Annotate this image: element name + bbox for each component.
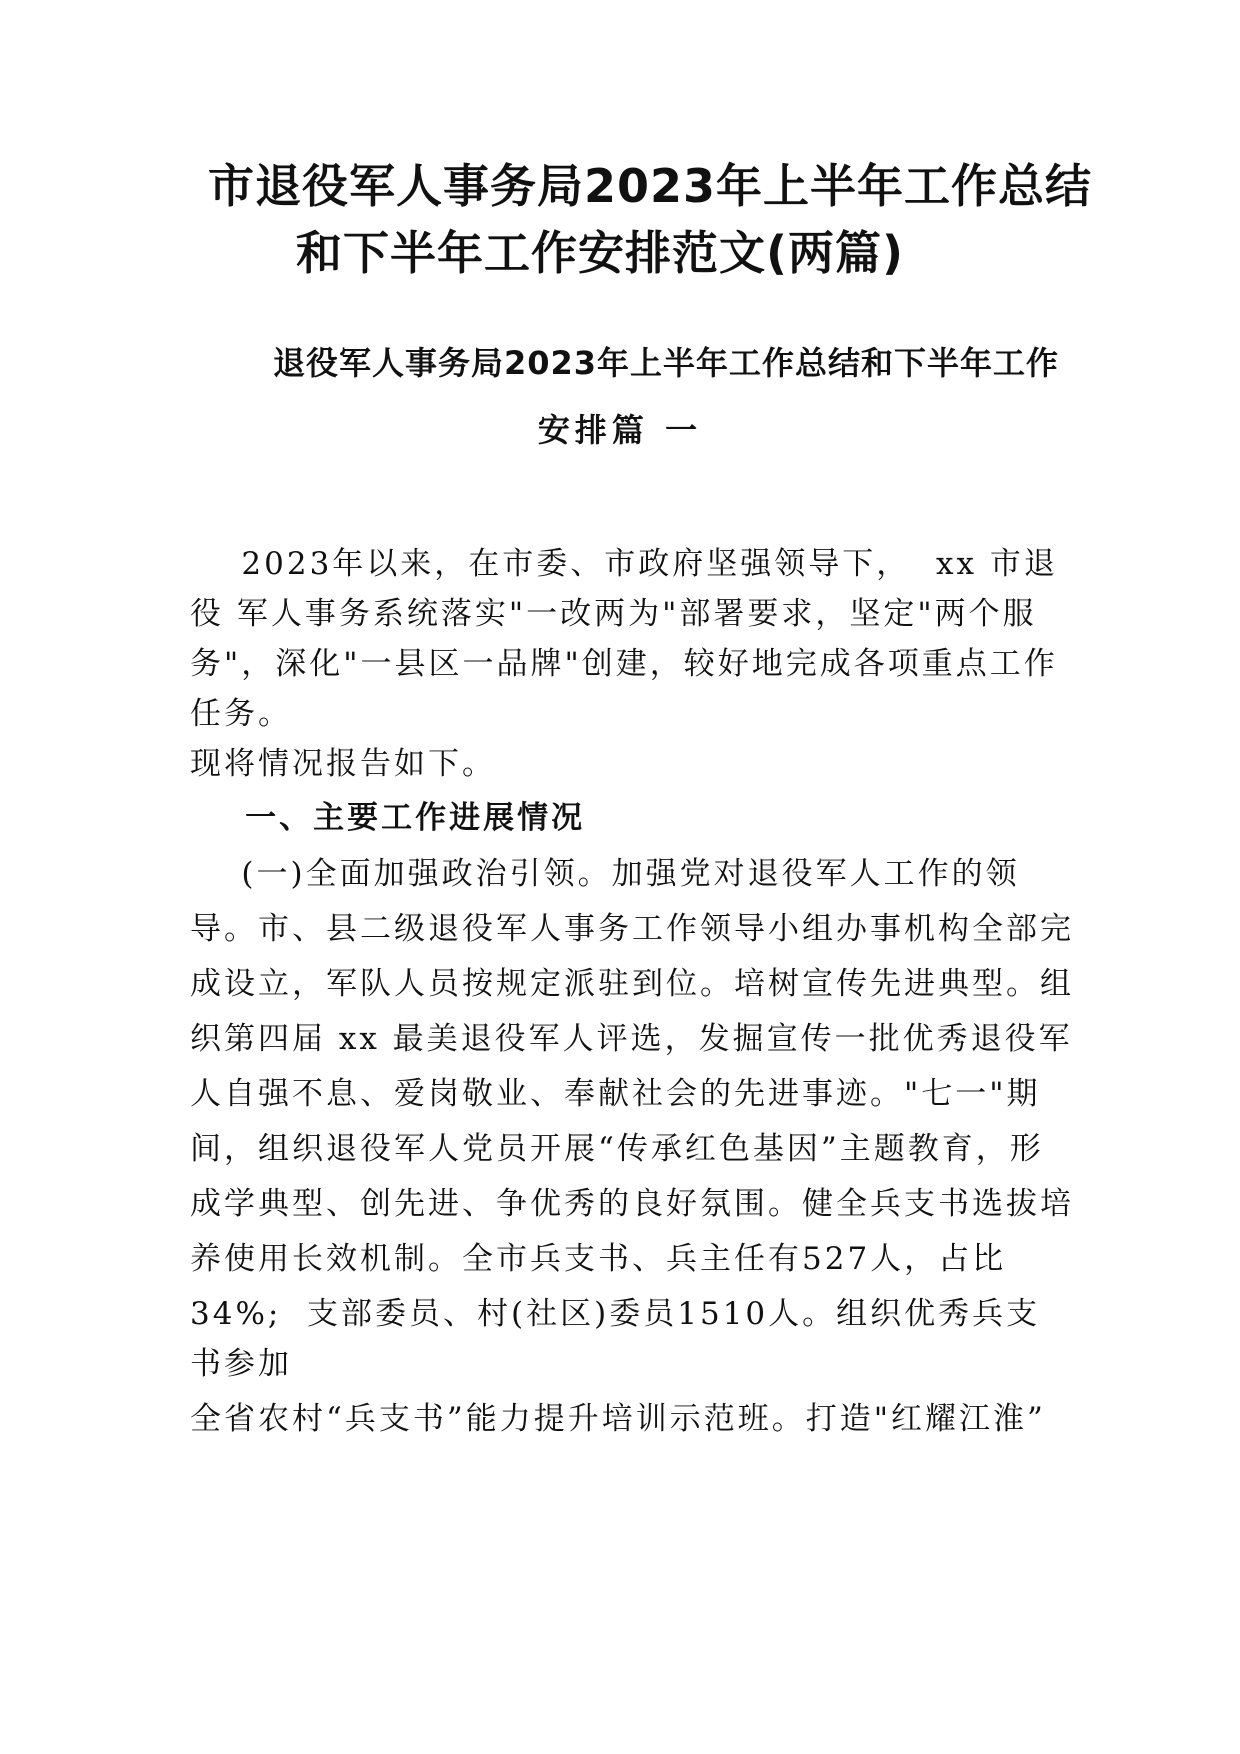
paragraph-line: 务"，深化"一县区一品牌"创建，较好地完成各项重点工作 xyxy=(190,646,1058,682)
paragraph-line: 织第四届 xx 最美退役军人评选，发掘宣传一批优秀退役军 xyxy=(190,1021,1073,1057)
paragraph-line: 养使用长效机制。全市兵支书、兵主任有527人，占比 xyxy=(190,1241,1007,1277)
paragraph-line: 2023年以来，在市委、市政府坚强领导下， xx 市退 xyxy=(190,546,1058,582)
paragraph-line: (一)全面加强政治引领。加强党对退役军人工作的领 xyxy=(190,856,1020,892)
document-title-line-1: 市退役军人事务局2023年上半年工作总结 xyxy=(207,159,1093,213)
paragraph-line: 全省农村“兵支书”能力提升培训示范班。打造"红耀江淮” xyxy=(190,1401,1046,1437)
paragraph-line: 任务。 xyxy=(190,696,292,732)
paragraph-line: 现将情况报告如下。 xyxy=(190,746,496,782)
section-title-line-1: 退役军人事务局2023年上半年工作总结和下半年工作 xyxy=(272,344,1060,382)
paragraph-line: 导。市、县二级退役军人事务工作领导小组办事机构全部完 xyxy=(190,911,1074,947)
paragraph-line: 书参加 xyxy=(190,1346,292,1382)
paragraph-line: 间，组织退役军人党员开展“传承红色基因”主题教育，形 xyxy=(190,1131,1044,1167)
paragraph-line: 人自强不息、爱岗敬业、奉献社会的先进事迹。"七一"期 xyxy=(190,1076,1041,1112)
document-title-line-2: 和下半年工作安排范文(两篇) xyxy=(295,226,905,280)
paragraph-line: 34%; 支部委员、村(社区)委员1510人。组织优秀兵支 xyxy=(190,1296,1041,1332)
paragraph-line: 成设立，军队人员按规定派驻到位。培树宣传先进典型。组 xyxy=(190,966,1074,1002)
paragraph-line: 成学典型、创先进、争优秀的良好氛围。健全兵支书选拔培 xyxy=(190,1186,1074,1222)
paragraph-line: 役 军人事务系统落实"一改两为"部署要求，坚定"两个服 xyxy=(190,596,1037,632)
section-title-line-2: 安排篇 一 xyxy=(537,411,703,449)
section-heading: 一、主要工作进展情况 xyxy=(190,800,586,836)
